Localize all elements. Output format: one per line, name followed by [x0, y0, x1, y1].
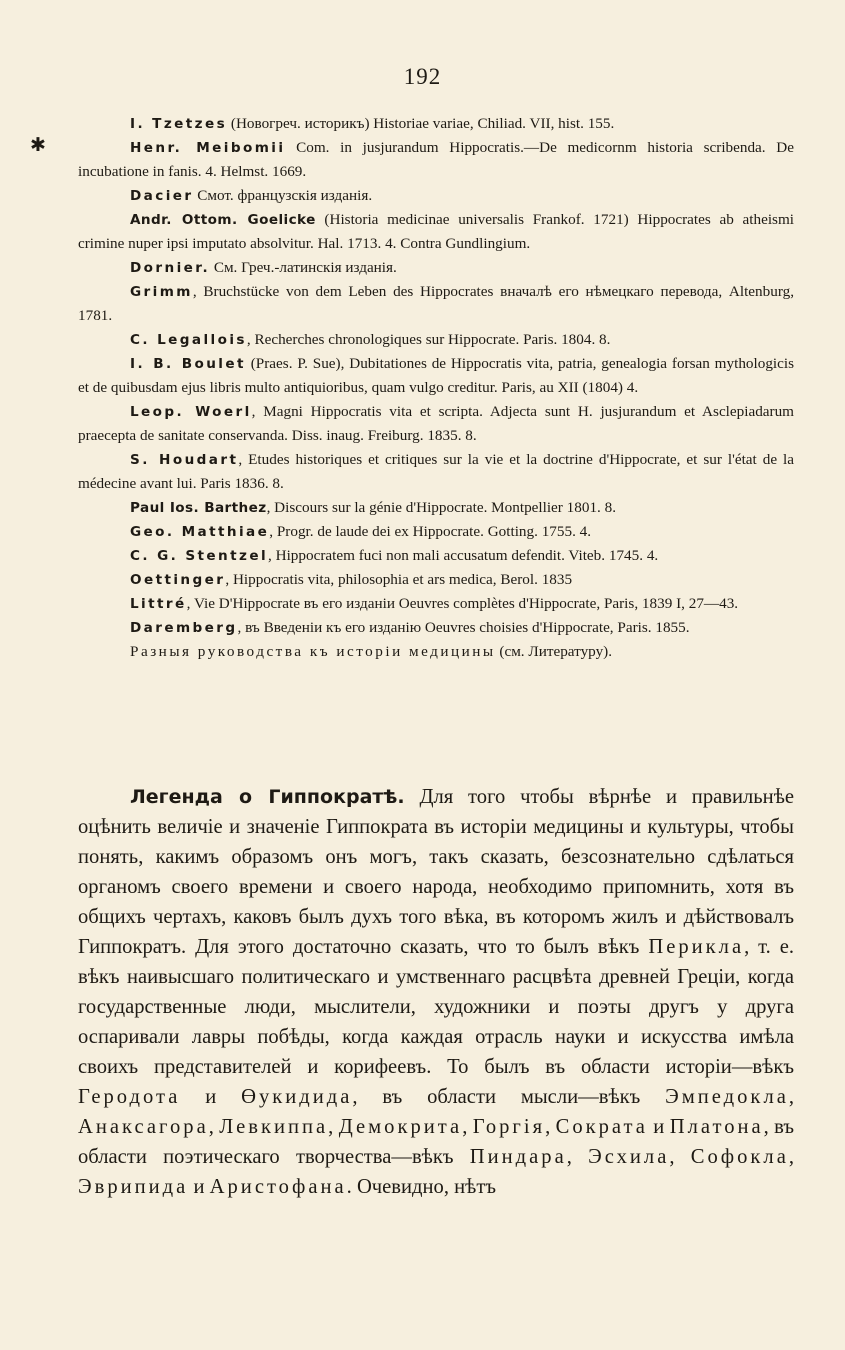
- entry-text: Смот. французскія изданія.: [193, 187, 373, 204]
- legend-text: и: [180, 1086, 242, 1108]
- bibliography-entry: [78, 184, 794, 208]
- legend-text: , въ области мысли—вѣкъ: [352, 1086, 666, 1108]
- entry-author: C. G. Stentzel: [130, 548, 269, 564]
- entry-text: , Discours sur la génie d'Hippocrate. Montpellier 1801. 8.: [266, 499, 617, 516]
- bibliography-entry: [78, 640, 794, 664]
- entry-author: Andr. Ottom. Goelicke: [130, 212, 316, 228]
- spaced-name: Геродота: [78, 1086, 181, 1108]
- legend-text: и: [188, 1176, 210, 1198]
- legend-text: ,: [566, 1146, 589, 1168]
- spaced-name: Левкиппа: [219, 1116, 329, 1138]
- bibliography-entry: [78, 592, 794, 616]
- bibliography-entry: [78, 568, 794, 592]
- legend-text: ,: [545, 1116, 556, 1138]
- legend-text: ,: [208, 1116, 220, 1138]
- bibliography-entry: [78, 280, 794, 328]
- spaced-name: Анаксагора: [78, 1116, 209, 1138]
- legend-text: . Очевидно, нѣтъ: [346, 1176, 496, 1198]
- entry-author: Dornier.: [130, 260, 211, 276]
- entry-text: , Progr. de laude dei ex Hippocrate. Gotting. 1755. 4.: [269, 523, 592, 540]
- entry-author: I. Tzetzes: [130, 116, 228, 132]
- entry-text: См. Греч.-латинскія изданія.: [210, 259, 397, 276]
- entry-author: S. Houdart: [130, 452, 239, 468]
- page-number: 192: [403, 64, 442, 89]
- legend-text: ,: [669, 1146, 691, 1168]
- spaced-name: Софокла: [690, 1146, 789, 1168]
- entry-author: Dacier: [130, 188, 194, 204]
- entry-text: (см. Литературу).: [495, 643, 613, 660]
- spaced-name: Аристофана: [209, 1176, 347, 1198]
- bibliography-entry: [78, 112, 794, 136]
- bibliography-entry: [78, 208, 794, 256]
- entry-text: , Magni Hippocratis vita et scripta. Adjecta sunt H. jusjurandum et Asclepiadarum praecepta de sanitate conservanda. Diss. inaug. Freiburg. 1835. 8.: [78, 403, 794, 444]
- entry-author: Littré: [130, 596, 187, 612]
- legend-text: и: [647, 1116, 670, 1138]
- legend-text: ,: [328, 1116, 339, 1138]
- bibliography-entry: [78, 448, 794, 496]
- legend-title: Легенда о Гиппократѣ.: [130, 786, 405, 808]
- legend-text: ,: [462, 1116, 473, 1138]
- bibliography-entry: [78, 400, 794, 448]
- bibliography-entry: [78, 496, 794, 520]
- bibliography-entry: [78, 544, 794, 568]
- legend-text: ,: [788, 1086, 795, 1108]
- spaced-name: Перикла: [648, 936, 745, 958]
- legend-paragraph: [78, 782, 794, 1202]
- entry-text: , въ Введеніи къ его изданію Oeuvres choisies d'Hippocrate, Paris. 1855.: [237, 619, 690, 636]
- entry-author: Daremberg: [130, 620, 238, 636]
- bibliography-entry: [78, 328, 794, 352]
- margin-asterisk-mark: ✱: [30, 135, 46, 156]
- entry-author: Geo. Matthiae: [130, 524, 270, 540]
- entry-text: (Historia medicinae universalis Frankof. 1721) Hippocrates ab atheismi crimine nuper ipsi imputato absolvitur. Hal. 1713. 4. Contra Gundlingium.: [78, 211, 794, 252]
- bibliography-entry: [78, 520, 794, 544]
- entry-text: , Vie D'Hippocrate въ его изданіи Oeuvres complètes d'Hippocrate, Paris, 1839 I, 27—43.: [186, 595, 739, 612]
- bibliography-entry: [78, 256, 794, 280]
- spaced-name: Эсхила: [588, 1146, 670, 1168]
- entry-text: , Hippocratem fuci non mali accusatum defendit. Viteb. 1745. 4.: [268, 547, 659, 564]
- entry-author: Leop. Woerl: [130, 404, 252, 420]
- entry-text: , Etudes historiques et critiques sur la vie et la doctrine d'Hippocrate, et sur l'état de la médecine avant lui. Paris 1836. 8.: [78, 451, 795, 492]
- spaced-name: Эмпедокла: [665, 1086, 789, 1108]
- legend-text: Для того чтобы вѣрнѣе и правильнѣе оцѣнить величіе и значеніе Гиппократа въ исторіи медицины и культуры, чтобы понять, какимъ образомъ онъ могъ, такъ сказать, безсознательно сдѣлаться органомъ своего времени и своего народа, необходимо припомнить, хотя въ общихъ чертахъ, каковъ былъ духъ того вѣка, въ которомъ жилъ и дѣйствовалъ Гиппократъ. Для этого достаточно сказать, что то былъ вѣкъ: [78, 786, 795, 958]
- entry-author: Grimm: [130, 284, 193, 300]
- bibliography-entry: [78, 352, 794, 400]
- entry-text: (Новогреч. историкъ) Historiae variae, Chiliad. VII, hist. 155.: [227, 115, 615, 132]
- legend-body: [78, 786, 794, 1198]
- legend-text: , т. е. вѣкъ наивысшаго политическаго и умственнаго расцвѣта древней Греціи, когда государственные люди, мыслители, художники и поэты другъ у друга оспаривали лавры побѣды, когда каждая отрасль науки и искусства имѣла своихъ представителей и корифеевъ. То былъ въ области исторіи—вѣкъ: [78, 936, 794, 1078]
- entry-text: , Bruchstücke von dem Leben des Hippocrates вначалѣ его нѣмецкаго перевода, Altenburg, 1781.: [78, 283, 794, 324]
- legend-text: ,: [788, 1146, 794, 1168]
- spaced-name: Өукидида: [241, 1086, 353, 1108]
- entry-text: (Praes. P. Sue), Dubitationes de Hippocratis vita, patria, genealogia forsan mythologicis et de quibusdam ejus libris multo antiquioribus, quam vulgo creditur. Paris, au XII (1804) 4.: [78, 355, 794, 396]
- entry-text: Com. in jusjurandum Hippocratis.—De medicornm historia scribenda. De incubatione in fanis. 4. Helmst. 1669.: [78, 139, 794, 180]
- spaced-name: Горгія: [472, 1116, 546, 1138]
- bibliography-entry: [78, 616, 794, 640]
- spaced-name: Сократа: [555, 1116, 648, 1138]
- entry-author: Paul Ios. Barthez: [130, 500, 267, 516]
- spaced-name: Платона: [669, 1116, 764, 1138]
- entry-text: , Hippocratis vita, philosophia et ars medica, Berol. 1835: [225, 571, 573, 588]
- entry-author: I. B. Boulet: [130, 356, 246, 372]
- spaced-name: Эврипида: [78, 1176, 189, 1198]
- entry-author: Oettinger: [130, 572, 226, 588]
- bibliography-entry: [78, 136, 794, 184]
- bibliography-list: [78, 112, 794, 664]
- entry-author: C. Legallois: [130, 332, 247, 348]
- spaced-name: Демокрита: [338, 1116, 463, 1138]
- entry-text: , Recherches chronologiques sur Hippocrate. Paris. 1804. 8.: [246, 331, 611, 348]
- spaced-name: Пиндара: [469, 1146, 567, 1168]
- entry-spaced-text: Разныя руководства къ исторіи медицины: [130, 643, 496, 660]
- legend-text: , въ области поэтическаго творчества—вѣкъ: [78, 1116, 795, 1168]
- entry-author: Henr. Meibomii: [130, 140, 286, 156]
